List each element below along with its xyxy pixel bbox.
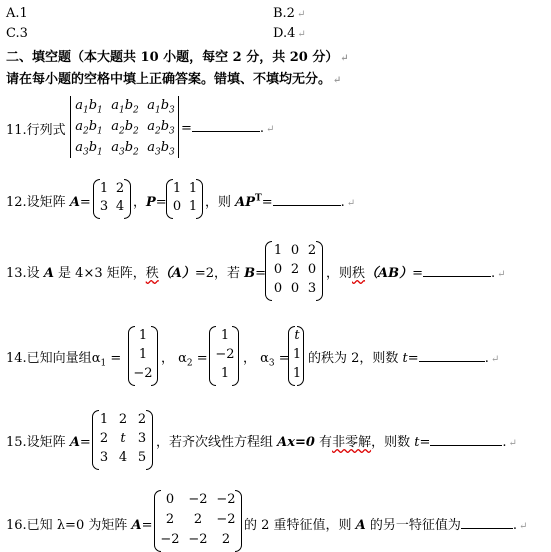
q14-var: t: [402, 351, 408, 366]
q11-prefix: 11.行列式: [6, 123, 66, 138]
paragraph-mark-icon: ↵: [346, 198, 356, 209]
q14-vector-a3: [291, 328, 303, 384]
q11-det-right-bar: [178, 96, 179, 158]
q14-a2-cell: −2: [215, 347, 235, 362]
q13-text2: =2，若: [194, 266, 245, 281]
q15-matrix-a: [98, 412, 150, 468]
q15-a-cell: 2: [99, 431, 109, 446]
paragraph-mark-icon: ↵: [340, 53, 349, 64]
q14-a1-cell: 1: [138, 328, 148, 343]
q14-alpha2-label: ， $\alpha_2$ =: [161, 351, 208, 369]
q15-a-cell: 3: [99, 450, 109, 465]
q12-expr: AP: [235, 195, 256, 210]
q11-cell: $a_2b_2$: [111, 119, 139, 137]
q12-p-equals: =: [155, 195, 167, 210]
q16-lambda: λ=0: [56, 518, 85, 533]
q12-period: .: [340, 195, 345, 210]
q15-nonzero-solution: 非零解: [332, 435, 372, 450]
q12-a-cell: 4: [115, 199, 125, 214]
q15-a-cell: 5: [137, 450, 147, 465]
choice-d: [273, 26, 306, 41]
q16-text3: 的另一特征值为: [365, 518, 461, 533]
section-instruction-text: 请在每小题的空格中填上正确答案。错填、不填均无分。: [6, 72, 332, 87]
q12-p-label: P: [146, 195, 156, 210]
q15-prefix-text: 15.设矩阵: [6, 435, 70, 450]
q14-text: 的秩为 2，则数: [308, 351, 403, 366]
q15-text2: 有: [314, 435, 333, 450]
q12-a-cell: 1: [99, 181, 109, 196]
q14-equals: =: [407, 351, 419, 366]
q15-a-cell: 2: [118, 412, 128, 427]
q16-a-cell: −2: [216, 492, 236, 507]
q15-a-label: A: [69, 435, 80, 450]
q13-text3: ，则: [326, 266, 353, 281]
paragraph-mark-icon: ↵: [297, 29, 306, 40]
paragraph-mark-icon: ↵: [296, 9, 306, 20]
q16-prefix: [6, 514, 152, 533]
q16-text2: 的 2 重特征值，则: [244, 518, 356, 533]
q13-equals: =: [412, 266, 424, 281]
q15-var: t: [414, 435, 420, 450]
q12-prefix: [6, 191, 91, 210]
choice-b-label: B.2: [273, 6, 295, 21]
q14-vector-a1: [133, 328, 153, 384]
q11-cell: $a_2b_1$: [75, 119, 103, 137]
q11-cell: $a_1b_2$: [111, 98, 139, 116]
q12-mid-text: ，则: [205, 195, 236, 210]
q13-rank-arg-2: （AB）: [365, 266, 413, 281]
q12-equals: =: [261, 195, 273, 210]
paragraph-mark-icon: ↵: [266, 124, 275, 135]
q12-p-cell: 1: [188, 199, 198, 214]
q16-a-cell: 0: [165, 492, 175, 507]
q16-prefix-text: 16.已知: [6, 518, 57, 533]
paragraph-mark-icon: ↵: [333, 75, 342, 86]
q12-p-label-wrap: [133, 191, 167, 210]
q16-a-cell: 2: [193, 512, 203, 527]
q15-text1: ，若齐次线性方程组: [156, 435, 278, 450]
q14-prefix-text: 14.已知向量组: [6, 351, 92, 366]
q16-answer-blank[interactable]: [461, 516, 513, 529]
q14-a3-cell: 1: [292, 366, 302, 381]
q13-answer: [326, 262, 506, 281]
q12-transpose: T: [255, 193, 262, 204]
q15-a-equals: =: [79, 435, 91, 450]
q15-text3: ，则数: [371, 435, 415, 450]
q13-text1: 是 4×3 矩阵，: [53, 266, 146, 281]
q14-a1-cell: 1: [138, 347, 148, 362]
q16-matrix-a: [160, 492, 240, 550]
q15-period: .: [502, 435, 507, 450]
q13-b-cell: 2: [307, 243, 317, 258]
q14-a1-cell: −2: [133, 366, 153, 381]
q14-a2-cell: 1: [220, 366, 230, 381]
q12-a-cell: 3: [99, 199, 109, 214]
q11-cell: $a_3b_3$: [147, 140, 175, 158]
q13-b-equals: =: [255, 266, 267, 281]
q14-alpha3-label: ， $\alpha_3$ =: [243, 351, 290, 369]
q16-a-cell: 2: [165, 512, 175, 527]
section-instruction: [6, 68, 341, 87]
q15-a-cell: 4: [118, 450, 128, 465]
q14-prefix: [6, 347, 121, 369]
q15-equation: Ax=0: [277, 435, 315, 450]
section-title: [6, 46, 349, 65]
q16-text1: 为矩阵: [84, 518, 132, 533]
q14-a3-cell: t: [294, 328, 300, 343]
q14-a2-cell: 1: [220, 328, 230, 343]
q12-a-label: A: [69, 195, 80, 210]
q14-a3-cell: 1: [292, 347, 302, 362]
q12-a-cell: 2: [115, 181, 125, 196]
q13-b-cell: 0: [273, 281, 283, 296]
q13-rank-arg: （A）: [158, 266, 195, 281]
q15-a-cell: 2: [137, 412, 147, 427]
q11-answer-blank[interactable]: [192, 119, 260, 132]
q14-answer-blank[interactable]: [419, 349, 485, 362]
q16-answer: [244, 514, 527, 533]
q13-b-cell: 0: [290, 281, 300, 296]
q12-p-cell: 1: [172, 181, 182, 196]
q14-period: .: [484, 351, 489, 366]
choice-c: C.3: [6, 26, 28, 41]
q15-a-cell: t: [120, 431, 126, 446]
q12-comma: ，: [133, 195, 147, 210]
paragraph-mark-icon: ↵: [508, 438, 517, 449]
q12-answer-blank[interactable]: [273, 193, 341, 206]
q13-b-cell: 0: [273, 262, 283, 277]
q13-period: .: [491, 266, 496, 281]
q16-a-cell: −2: [188, 532, 208, 547]
q15-equals: =: [419, 435, 431, 450]
q13-b-left-paren: [265, 241, 272, 301]
q16-a-label: A: [131, 518, 142, 533]
q11-answer: [181, 119, 274, 136]
section-title-text: 二、填空题（本大题共 10 小题，每空 2 分，共 20 分）: [6, 50, 339, 65]
paragraph-mark-icon: ↵: [497, 269, 506, 280]
q15-a-cell: 1: [99, 412, 109, 427]
q14-vector-a2: [214, 328, 236, 384]
q11-period: .: [259, 121, 265, 136]
q13-text: [6, 262, 266, 281]
q13-rank-word-2: 秩: [352, 266, 366, 281]
q14-answer: [308, 347, 499, 366]
q13-prefix-text: 13.设: [6, 266, 44, 281]
q13-b-cell: 1: [273, 243, 283, 258]
q15-answer-blank[interactable]: [430, 433, 502, 446]
q11-cell: $a_3b_1$: [75, 140, 103, 158]
q13-a-label: A: [43, 266, 54, 281]
q13-b-cell: 2: [290, 262, 300, 277]
q15-answer: [156, 431, 517, 450]
q16-a-cell: 2: [221, 532, 231, 547]
q16-a-cell: −2: [188, 492, 208, 507]
choice-d-label: D.4: [273, 26, 296, 41]
q16-a-cell: −2: [160, 532, 180, 547]
q16-period: .: [512, 518, 518, 533]
q13-b-cell: 0: [290, 243, 300, 258]
q12-prefix-text: 12.设矩阵: [6, 195, 70, 210]
q11-cell: $a_1b_1$: [75, 98, 103, 116]
q11-cell: $a_1b_3$: [147, 98, 175, 116]
q16-a-cell: −2: [216, 512, 236, 527]
q13-matrix-b: [272, 243, 320, 299]
q12-a-equals: =: [79, 195, 91, 210]
q13-rank-word: 秩: [145, 266, 159, 281]
q13-b-label: B: [244, 266, 256, 281]
q12-p-cell: 0: [172, 199, 182, 214]
q16-a-label-2: A: [355, 518, 366, 533]
choice-b: [273, 6, 305, 21]
paragraph-mark-icon: ↵: [519, 521, 528, 532]
q13-b-cell: 0: [307, 262, 317, 277]
q15-prefix: [6, 431, 91, 450]
q11-determinant: [72, 98, 178, 158]
q13-answer-blank[interactable]: [423, 264, 491, 277]
q12-p-cell: 1: [188, 181, 198, 196]
q11-cell: $a_2b_3$: [147, 119, 175, 137]
q11-equals: =: [181, 121, 192, 136]
q16-a-equals: =: [141, 518, 153, 533]
q14-alpha1-label: $\alpha_1$ =: [91, 351, 122, 369]
q15-a-cell: 3: [137, 431, 147, 446]
q12-matrix-p: [171, 181, 201, 217]
q11-cell: $a_3b_2$: [111, 140, 139, 158]
paragraph-mark-icon: ↵: [490, 354, 500, 365]
q12-answer: [205, 191, 355, 210]
q12-matrix-a: [98, 181, 128, 217]
choice-a: A.1: [6, 6, 28, 21]
q13-b-cell: 3: [307, 281, 317, 296]
q11-det-left-bar: [70, 96, 71, 158]
